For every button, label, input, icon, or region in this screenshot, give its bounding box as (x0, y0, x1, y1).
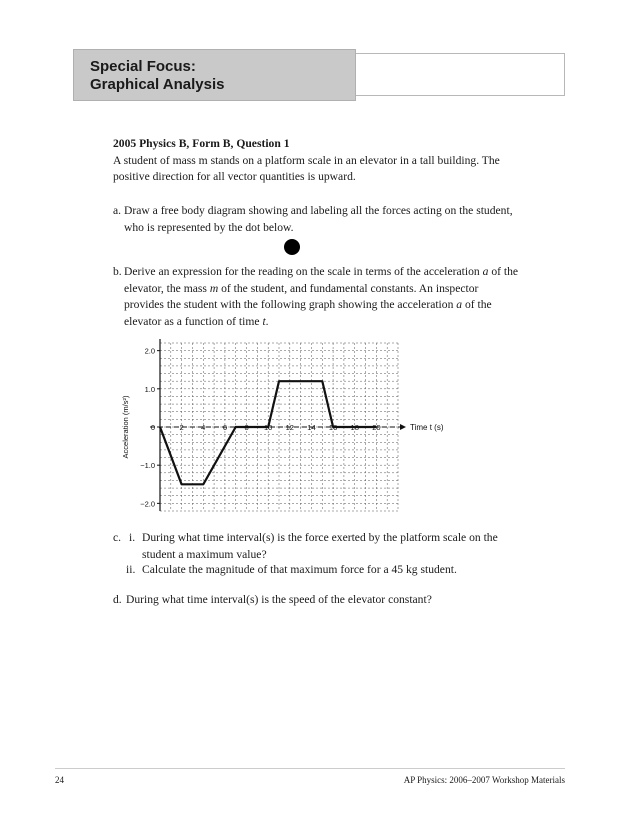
x-tick-label: 10 (264, 423, 273, 432)
page-number: 24 (55, 775, 64, 785)
header-right-box (356, 53, 565, 96)
section-title (90, 58, 225, 94)
question-intro-line1: A student of mass m stands on a platform scale in an elevator in a tall building. The (113, 153, 500, 167)
footer-divider (55, 768, 565, 769)
part-c-i-line1: During what time interval(s) is the force exerted by the platform scale on the (142, 531, 498, 544)
x-tick-label: 2 (179, 423, 184, 432)
x-tick-label: 20 (372, 423, 381, 432)
y-tick-label: 0 (150, 423, 155, 432)
question-title: 2005 Physics B, Form B, Question 1 (113, 137, 290, 150)
part-b-label: b. (113, 265, 122, 278)
part-b-line3: provides the student with the following graph showing the acceleration a of the (124, 298, 492, 311)
part-a-line2: who is represented by the dot below. (124, 220, 294, 234)
x-axis-arrow (400, 424, 406, 430)
part-a-label: a. (113, 204, 122, 217)
x-tick-label: 16 (328, 423, 338, 432)
x-tick-label: 14 (307, 423, 316, 432)
section-title-line1: Special Focus: (90, 58, 196, 75)
footer-source: AP Physics: 2006–2007 Workshop Materials (403, 775, 565, 785)
part-b-line2: elevator, the mass m of the student, and fundamental constants. An inspector (124, 281, 479, 295)
x-tick-label: 6 (222, 423, 227, 432)
section-header (73, 49, 356, 101)
section-title-line2: Graphical Analysis (90, 76, 225, 93)
y-tick-label: −2.0 (140, 499, 155, 509)
y-axis-label: Acceleration (m/s²) (121, 395, 130, 459)
part-c-label: c. (113, 531, 122, 544)
x-tick-label: 12 (285, 423, 294, 432)
student-dot (284, 239, 300, 255)
part-c-i-label: i. (129, 531, 136, 544)
x-axis-label: Time t (s) (410, 423, 444, 432)
question-intro-line2: positive direction for all vector quantities is upward. (113, 170, 356, 183)
x-tick-label: 4 (201, 423, 206, 432)
acceleration-time-chart (118, 333, 448, 518)
y-tick-label: 1.0 (144, 384, 155, 394)
part-d-label: d. (113, 593, 122, 606)
y-tick-label: 2.0 (144, 346, 155, 356)
part-c-ii-line1: Calculate the magnitude of that maximum force for a 45 kg student. (142, 563, 457, 576)
part-c-ii-label: ii. (126, 563, 136, 576)
part-a-line1: Draw a free body diagram showing and labeling all the forces acting on the student, (124, 204, 513, 217)
y-tick-label: −1.0 (140, 461, 155, 471)
x-tick-label: 18 (350, 423, 359, 432)
part-d-line1: During what time interval(s) is the speed of the elevator constant? (126, 593, 432, 606)
part-b-line4: elevator as a function of time t. (124, 314, 269, 328)
part-c-i-line2: student a maximum value? (142, 547, 267, 561)
x-tick-label: 8 (244, 423, 249, 432)
part-b-line1: Derive an expression for the reading on the scale in terms of the acceleration a of the (124, 265, 519, 278)
question-block (113, 136, 563, 186)
